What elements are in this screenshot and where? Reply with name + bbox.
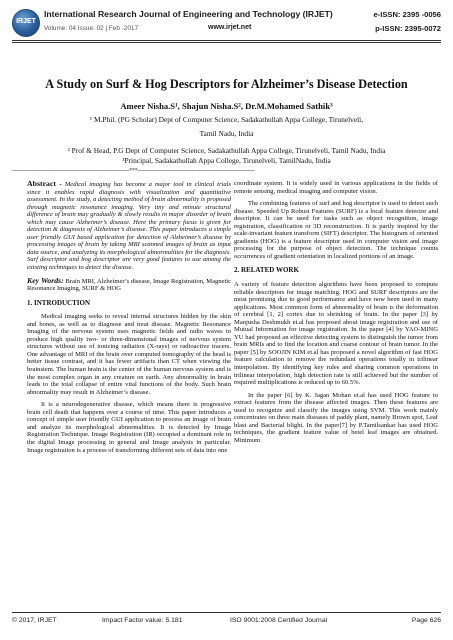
volume-issue: Volume: 04 Issue: 02 | Feb -2017 [44, 25, 139, 32]
paper-title: A Study on Surf & Hog Descriptors for Alzheimer’s Disease Detection [45, 77, 408, 91]
related-work-paragraph-1: A variety of feature detection algorithms have been proposed to compute reliable descriptors for image matching. HOG and SURF descriptors are the most promising due to good performance and have now been used in many applications. Most common form of abnormality of brain is the deformation of cerebral [1, 2] cortex due to shrinking of brain. In the paper [3] by Manjusha Deshmukh et.al has proposed about image registration and use of Mutual Information for image registration. In the paper [4] by YAO-MING YU had proposed an effective detecting system to distinguish the tumor from brain MRIs and to find the location and coarse contour of brain tumor. In the paper [5] by SOOJIN KIM et.al has proposed a novel algorithm of fast HOG feature calculation to remove the redundant operations totally in trilinear interpolation. By identifying key rules and sharing common operations in trilinear interpolation, high detection rate is still achieved but the number of required multiplications is reduced up to 60.5%. [234, 281, 438, 387]
keywords-text: Brain MRI, Alzheimer’s disease, Image Registration, Magnetic Resonance Imaging, SURF & HOG [27, 277, 232, 293]
affiliation-1: ¹ M.Phil. (PG Scholar) Dept of Computer Science, Sadakathullah Appa College, Tirunelveli, [89, 115, 364, 124]
right-column [234, 180, 438, 450]
footer-rule [12, 612, 441, 613]
footer-copyright: © 2017, IRJET [12, 617, 57, 624]
paper-authors: Ameer Nisha.S¹, Shajun Nisha.S², Dr.M.Mohamed Sathik³ [120, 101, 333, 111]
abstract-label: Abstract - [27, 179, 62, 188]
related-work-paragraph-2: In the paper [6] by K. Jagan Mohan et.al has used HOG feature to extract features from the disease affected images. Then these features are used to recognize and classify the images using SVM. This work mainly concentrates on three main diseases of paddy plant, namely Brown spot, Leaf blast and Bacterial blight. In the paper[7] by P.Tamilsankar has used HOG techniques, the gradient feature value of betel leaf images are obtained. Minimum [234, 391, 438, 444]
journal-name: International Research Journal of Engineering and Technology (IRJET) [44, 9, 333, 19]
intro-paragraph-2: It is a neurodegenerative disease, which means there is progressive brain cell death that happens over a course of time. This paper introduces a concept of simple user friendly GUI application to process an image of brain and analyze its morphological abnormalities. It is detected by Image Registration Technique. Image Registration (IR) occupied a dominant role in the digital Image processing in general and Image analysis in particular. Image registration is a process of transforming different sets of data into one [27, 401, 231, 454]
affiliation-1-location: Tamil Nadu, India [199, 129, 254, 138]
section-separator: ---------------------------------------------------------------------***--------------------------------------------------------------------- [12, 168, 255, 174]
irjet-logo [12, 9, 40, 37]
footer-impact-factor: Impact Factor value: 5.181 [102, 617, 183, 624]
intro-paragraph-1: Medical imaging seeks to reveal internal structures hidden by the skin and bones, as well as to diagnose and treat disease. Magnetic Resonance Imaging of the nervous system uses magnetic fields and radio waves to produce high quality two- or three-dimensional images of nervous system structures without use of ionizing radiation (X-rays) or radioactive tracers. One advantage of MRI of the brain over computed tomography of the head is better tissue contrast, and it has fewer artifacts than CT when viewing the brainstem. The human brain is the center of the human nervous system and is the most complex organ in any creature on earth. Any abnormality in brain leads to the total collapse of entire vital functions of the body. Such brain abnormality may result in Alzheimer’s disease. [27, 313, 231, 396]
affiliation-2: ² Prof & Head, P.G Dept of Computer Science, Sadakathullah Appa College, Tirunelveli, Tamil Nadu, India [67, 146, 386, 155]
p-issn: p-ISSN: 2395-0072 [375, 24, 441, 33]
header-rule-secondary [12, 42, 441, 43]
left-column [27, 180, 231, 459]
body-paragraph-1: coordinate system. It is widely used in various applications in the fields of remote sensing, medical imaging and computer vision. [234, 180, 438, 195]
section-heading-introduction: 1. INTRODUCTION [27, 298, 91, 307]
logo-text: IRJET [16, 18, 36, 25]
footer-page-number: Page 626 [411, 617, 441, 624]
journal-website: www.irjet.net [208, 24, 252, 31]
abstract [27, 180, 231, 272]
page-footer [12, 617, 441, 629]
header-rule [12, 40, 441, 41]
keywords [27, 277, 231, 293]
body-paragraph-2: The combining features of surf and hog descriptor is used to detect such disease. Speeded Up Robust Features (SURF) is a local feature detector and descriptor. It can be used for tasks such as object recognition, image registration, classification or 3D reconstruction. It is partly inspired by the scale-invariant feature transform (SIFT) descriptor. The histogram of oriented gradients (HOG) is a feature descriptor used in computer vision and image processing for the purpose of object detection. The technique counts occurrences of gradient orientation in localized portions of an image. [234, 200, 438, 260]
keywords-label: Key Words: [27, 275, 64, 285]
journal-header [12, 8, 441, 38]
affiliation-3: ³Principal, Sadakathullah Appa College, Tirunelveli, TamilNadu, India [122, 156, 331, 165]
abstract-text: Medical imaging has become a major tool in clinical trials since it enables rapid diagnosis with visualization and quantitative assessment. In the study, a detecting method of brain abnormality is proposed through magnetic resonance imaging. Very tiny and minute structural difference of brain may gradually & slowly results in major disorder of brain which may cause Alzheimer’s disease. Here the primary focus is given for detection & diagnosis of Alzheimer’s disease. This paper introduces a simple user friendly GUI based application for detection of Alzheimer’s disease by processing images of brain by taking MRI scanned images of brain as input data source, and analyzing its morphological abnormalities for the diagnosis. Surf descriptor and hog descriptor are very good features to use among the existing techniques to detect the disease. [27, 181, 231, 272]
footer-iso: ISO 9001:2008 Certified Journal [230, 617, 328, 624]
section-heading-related-work: 2. RELATED WORK [234, 266, 299, 275]
e-issn: e-ISSN: 2395 -0056 [373, 10, 441, 19]
